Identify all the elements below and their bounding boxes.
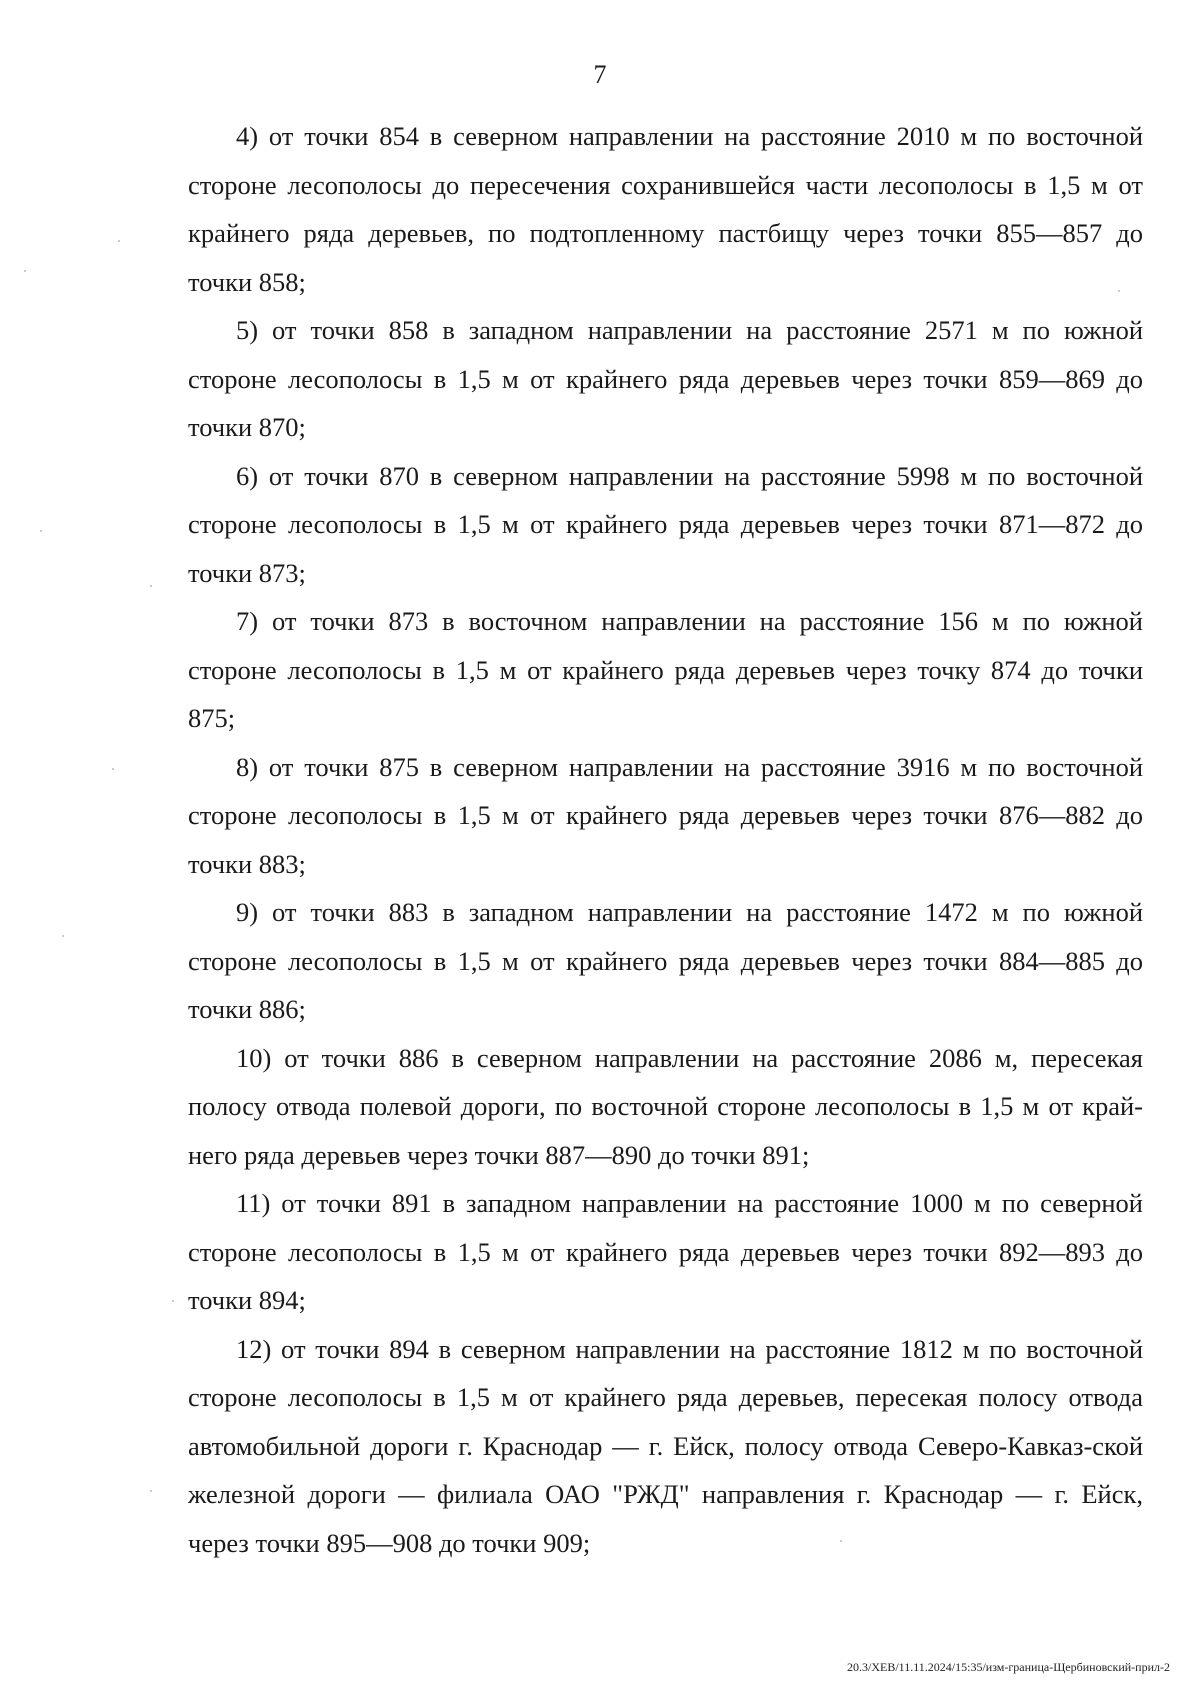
document-body <box>188 112 1143 1567</box>
scan-speck <box>150 585 152 587</box>
document-footer-code: 20.3/ХЕВ/11.11.2024/15:35/изм-граница-Щербиновский-прил-2 <box>847 1660 1170 1674</box>
scan-speck <box>172 1300 174 1302</box>
scan-speck <box>118 240 120 242</box>
page-number: 7 <box>593 60 607 89</box>
scan-speck <box>112 768 114 770</box>
scan-speck <box>840 1540 842 1542</box>
scan-speck <box>1118 290 1120 292</box>
paragraph-item-9: 9) от точки 883 в западном направлении на расстояние 1472 м по южной стороне лесополосы в 1,5 м от крайнего ряда деревьев через точки 884—885 до точки 886; <box>188 897 1143 1024</box>
scan-speck <box>40 530 42 532</box>
paragraph-item-10: 10) от точки 886 в северном направлении на расстояние 2086 м, пересекая полосу отвода полевой дороги, по восточной стороне лесополосы в 1,5 м от край-него ряда деревьев через точки 887—890 до точки 891; <box>188 1042 1143 1170</box>
paragraph-item-4: 4) от точки 854 в северном направлении на расстояние 2010 м по восточной стороне лесополосы до пересечения сохранившейся части лесополосы в 1,5 м от крайнего ряда деревьев, по подтопленному пастбищу через точки 855—857 до точки 858; <box>188 121 1143 297</box>
paragraph-item-7: 7) от точки 873 в восточном направлении на расстояние 156 м по южной стороне лесополосы в 1,5 м от крайнего ряда деревьев через точку 874 до точки 875; <box>188 606 1143 733</box>
scan-speck <box>62 935 64 937</box>
scan-speck <box>24 270 26 272</box>
paragraph-item-11: 11) от точки 891 в западном направлении на расстояние 1000 м по северной стороне лесополосы в 1,5 м от крайнего ряда деревьев через точки 892—893 до точки 894; <box>188 1188 1143 1315</box>
paragraph-item-6: 6) от точки 870 в северном направлении на расстояние 5998 м по восточной стороне лесополосы в 1,5 м от крайнего ряда деревьев через точки 871—872 до точки 873; <box>188 460 1143 588</box>
scan-speck <box>150 1490 152 1492</box>
paragraph-item-5: 5) от точки 858 в западном направлении на расстояние 2571 м по южной стороне лесополосы в 1,5 м от крайнего ряда деревьев через точки 859—869 до точки 870; <box>188 315 1143 442</box>
paragraph-item-8: 8) от точки 875 в северном направлении на расстояние 3916 м по восточной стороне лесополосы в 1,5 м от крайнего ряда деревьев через точки 876—882 до точки 883; <box>188 751 1143 879</box>
paragraph-item-12: 12) от точки 894 в северном направлении на расстояние 1812 м по восточной стороне лесополосы в 1,5 м от крайнего ряда деревьев, пересекая полосу отвода автомобильной дороги г. Краснодар — г. Ейск, полосу отвода Северо-Кавказ-ской железной дороги — филиала ОАО "РЖД" направления г. Краснодар — г. Ейск, через точки 895—908 до точки 909; <box>188 1333 1143 1558</box>
